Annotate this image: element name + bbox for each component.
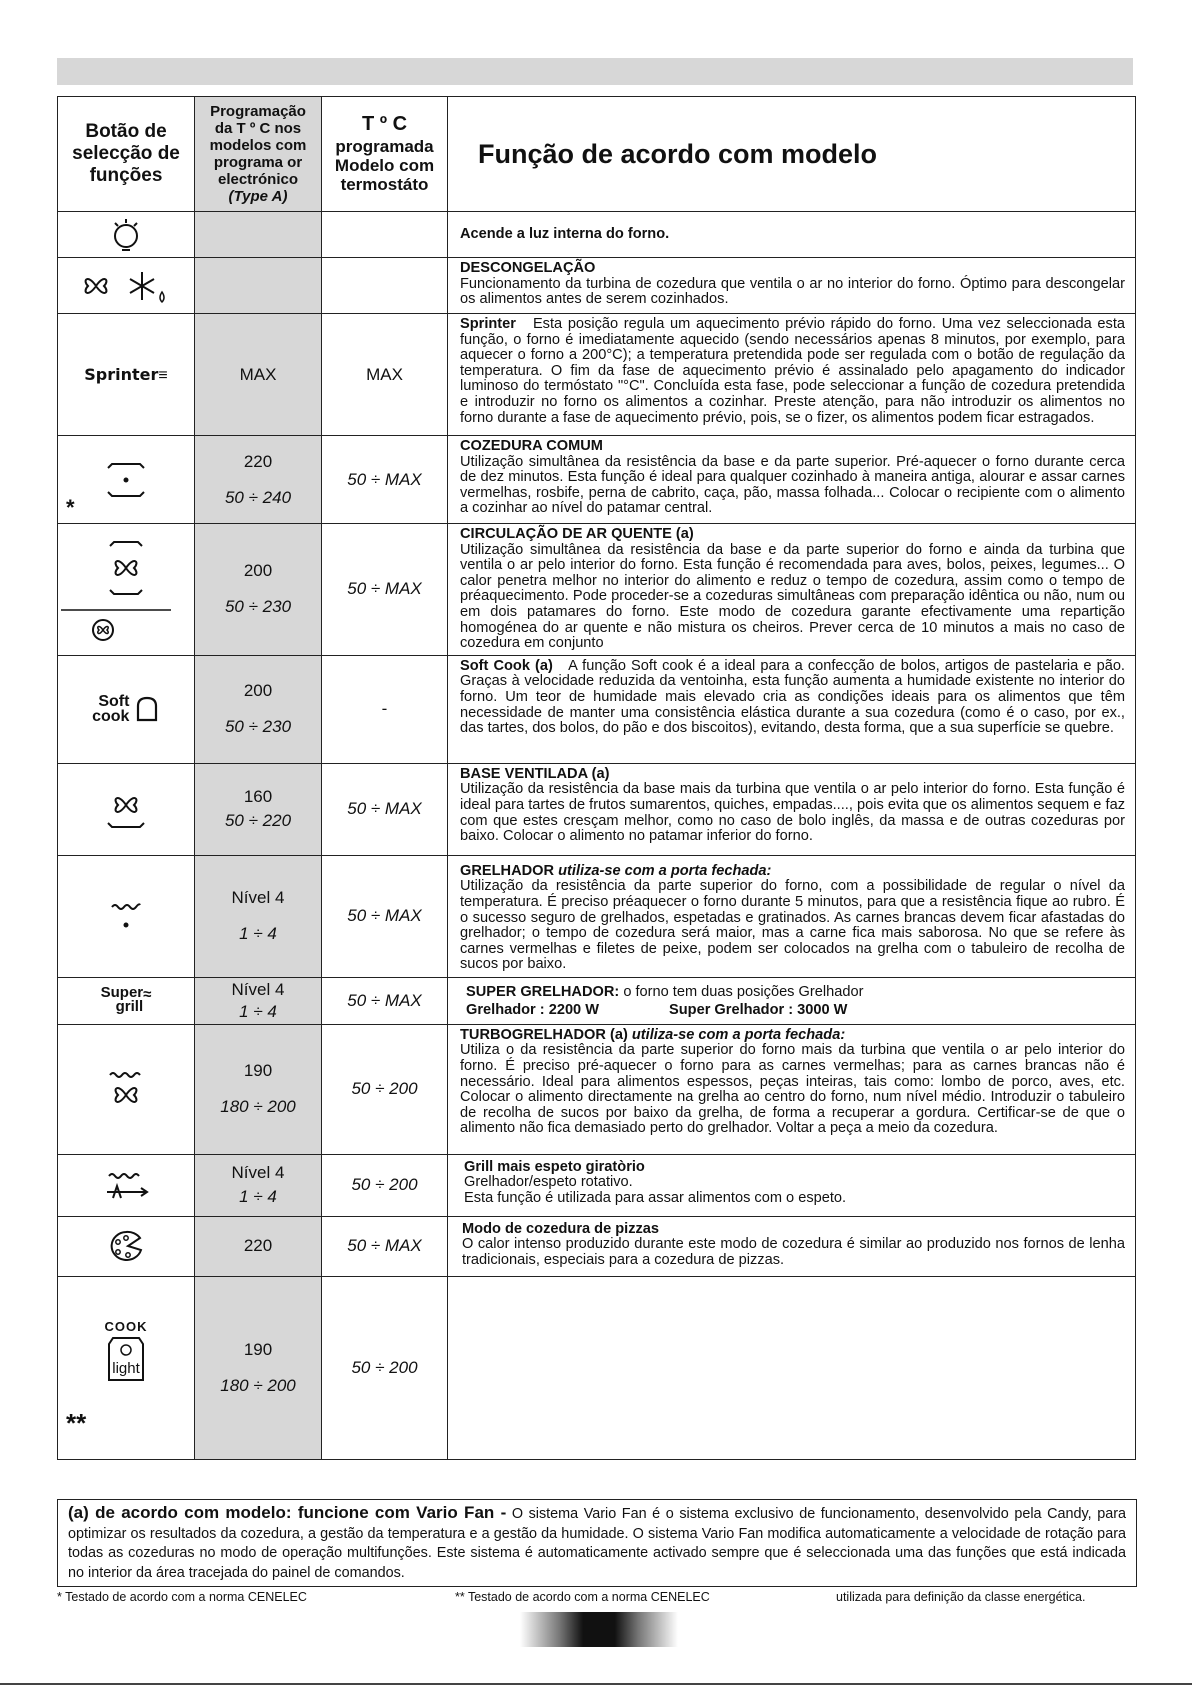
header-thermostat: T º C programada Modelo com termostáto (322, 97, 448, 212)
row-description: Funcionamento da turbina de cozedura que ventila o ar no interior do forno. Óptimo para descongelar os alimentos antes de serem cozinhados. (460, 275, 1125, 308)
row-description: Utilização simultânea da resistência da base e da parte superior do forno e ainda da turbina que ventila o ar pelo interior do forno. Esta função é recomendada para aves, bolos, peixes, legumes... O calor penetra melhor no interior do alimento e reduz o tempo de cozedura, assim como o tempo de préaquecimento. Pode proceder-se a cozeduras simultâneas com preparação idêntica ou não, num ou em dois patamares do forno. Este modo de cozedura garante efectivamente uma repartição homogénea do ar quente e não mistura os cheiros. Prever cerca de 10 minutos a mais no caso de cozedura em conjunto (460, 541, 1125, 652)
thermostat-range: 50 ÷ MAX (347, 906, 422, 926)
thermostat-range: 50 ÷ 200 (351, 1079, 418, 1099)
programmed-temperature: 200 (243, 561, 273, 581)
footnote-2: ** Testado de acordo com a norma CENELEC (455, 1590, 710, 1604)
cook-light-icon: COOK light ** (58, 1276, 195, 1459)
table-row (58, 655, 1136, 763)
super-grill-icon: Super grill ≈ (58, 977, 195, 1024)
thermostat-range: 50 ÷ 200 (351, 1357, 418, 1377)
programmed-range: 1 ÷ 4 (239, 1001, 277, 1021)
table-row (58, 314, 1136, 436)
row-description: Acende a luz interna do forno. (460, 225, 670, 242)
thermostat-range: 50 ÷ 200 (351, 1175, 418, 1195)
programmed-range: 1 ÷ 4 (239, 924, 277, 944)
programmed-temperature: 200 (243, 681, 273, 701)
programmed-temperature: MAX (195, 314, 322, 436)
table-header-row (58, 97, 1136, 212)
programmed-level: Nível 4 (231, 888, 285, 908)
thermostat-range: 50 ÷ MAX (347, 799, 422, 819)
row-description: o forno tem duas posições Grelhador (623, 983, 864, 1000)
programmed-temperature: 190 (243, 1339, 273, 1359)
table-row: Super grill ≈ Nível 4 1 ÷ 4 50 ÷ MAX SUPER GRELHADOR: o forno tem duas posições Grelhador Grelhador : 2200 W Super Grelhador : 3000 W (58, 977, 1136, 1024)
table-row (58, 1276, 1136, 1459)
table-row: Nível 4 1 ÷ 4 50 ÷ MAX GRELHADOR utiliza-se com a porta fechada: Utilização da resistência da parte superior do forno, com a possibilidade de regular o nível da temperatura. É preciso préaquecer o forno durante 5 minutos, para que a resistência fique ao rubro. É o sucesso seguro de grelhados, espetadas e gratinados. As carnes brancas devem ficar afastadas do grelhador; o tempo de cozedura será maior, mas a carne fica mais saborosa. No que se refere às carnes vermelhas e filetes de peixe, podem ser colocados na grelha com o tabuleiro de recolha de sucos por baixo. (58, 855, 1136, 977)
programmed-range: 180 ÷ 200 (220, 1097, 296, 1117)
footnote-marker: ** (66, 1407, 87, 1438)
note-title: (a) de acordo com modelo: funcione com Vario Fan - (68, 1503, 507, 1522)
footnote-3: utilizada para definição da classe energética. (836, 1590, 1086, 1604)
header-function-button: Botão de selecção de funções (58, 97, 195, 212)
table-row: 190 180 ÷ 200 50 ÷ 200 TURBOGRELHADOR (a) utiliza-se com a porta fechada: Utiliza o da resistência da parte superior do forno mais da turbina que ventila o ar pelo interior do forno. É preciso pré-aquecer o forno para as carnes vermelhas; para as carnes brancas não é necessário. Ideal para alimentos espessos, peças inteiras, tais como: lombo de porco, aves, etc. Colocar o alimento directamente na grelha ao centro do forno, num nível médio. Introduzir o tabuleiro de recolha de sucos por baixo da grelha, de forma a recuperar a gordura. Certificar-se de que o alimento não fica demasiado perto do grelhador. Voltar a peça a meio da cozedura. (58, 1024, 1136, 1154)
programmed-range: 180 ÷ 200 (220, 1375, 296, 1395)
soft-cook-icon: Soft cook (58, 655, 195, 763)
programmed-level: Nível 4 (231, 979, 285, 999)
footnote-marker: * (66, 495, 75, 520)
footnote-1: * Testado de acordo com a norma CENELEC (57, 1590, 307, 1604)
programmed-range: 50 ÷ 240 (224, 487, 292, 507)
row-description: Utiliza o da resistência da parte superior do forno mais da turbina que ventila o ar pelo interior do forno. É preciso pré-aquecer o forno para as carnes vermelhas; para as carnes brancas não é necessário. Ideal para alimentos espessos, peças inteiras, tais como: lombo de porco, aves, etc. Colocar o alimento directamente na grelha ao centro do forno, num nível médio. Introduzir o tabuleiro de recolha de sucos por baixo da grelha, de forma a recuperar a gordura. Certificar-se de que o alimento não fica demasiado perto do grelhador. Voltar a peça a meio da cozedura. (460, 1042, 1125, 1137)
thermostat-range: 50 ÷ MAX (347, 990, 422, 1010)
row-title: Grill mais espeto giratòrio (464, 1158, 645, 1175)
thermostat-range: MAX (322, 314, 448, 436)
thermostat-range: 50 ÷ MAX (347, 579, 422, 599)
functions-table (57, 96, 1136, 1460)
table-row (58, 763, 1136, 855)
row-description: Utilização da resistência da parte superior do forno, com a possibilidade de regular o nível da temperatura. É preciso préaquecer o forno durante 5 minutos, para que a resistência fique ao rubro. É o sucesso seguro de grelhados, espetadas e gratinados. As carnes brancas devem ficar afastadas do grelhador; o tempo de cozedura será maior, mas a carne fica mais saborosa. No que se refere às carnes vermelhas e filetes de peixe, podem ser colocados na grelha com o tabuleiro de recolha de sucos por baixo. (460, 878, 1125, 973)
thermostat-range: 50 ÷ MAX (347, 1236, 422, 1256)
table-row (58, 212, 1136, 258)
row-title: Soft Cook (a) (460, 657, 553, 674)
table-row: Nível 4 1 ÷ 4 50 ÷ 200 Grill mais espeto giratòrio Grelhador/espeto rotativo. Esta função é utilizada para assar alimentos com o espeto. (58, 1154, 1136, 1216)
row-title: CIRCULAÇÃO DE AR QUENTE (a) (460, 526, 694, 542)
row-description: Utilização da resistência da base mais da turbina que ventila o ar pelo interior do forno. Esta função é ideal para tartes de frutos sumarentos, quiches, empadas...., pois evita que os alimentos sequem e faz com que estes cresçam melhor, como no caso de bolo inglês, da massa e de outras cozeduras por baixo. Colocar o alimento no patamar inferior do forno. (460, 781, 1125, 845)
programmed-range: 50 ÷ 220 (224, 811, 292, 831)
rotisserie-icon (58, 1154, 195, 1216)
row-title: TURBOGRELHADOR (a) (460, 1026, 628, 1043)
row-title: Sprinter (460, 316, 516, 332)
defrost-icon (58, 258, 195, 314)
programmed-temperature: 220 (243, 451, 273, 471)
row-description: O calor intenso produzido durante este modo de cozedura é similar ao produzido nos fornos de lenha tradicionais, especiais para a cozedura de pizzas. (462, 1236, 1125, 1268)
thermostat-range: 50 ÷ MAX (347, 469, 422, 489)
table-row (58, 436, 1136, 524)
ventilated-base-icon (58, 763, 195, 855)
conventional-heat-icon (58, 436, 195, 524)
row-description: Esta posição regula um aquecimento prévio rápido do forno. Uma vez seleccionada esta função, o forno é imediatamente aquecido (sendo necessários apenas 8 minutos, por exemplo, para aquecer o forno a 200°C); a temperatura pretendida pode ser regulada com o botão de regulação da temperatura. O fim da fase de aquecimento prévio é assinalado pelo apagamento do indicador luminoso do termóstato "°C". Concluída esta fase, pode seleccionar a função de cozedura pretendida e introduzir no forno os alimentos a cozinhar. Preste atenção, para não introduzir os alimentos no forno durante a fase de aquecimento prévio, pois, se o fizer, os alimentos podem ficar estragados. (460, 316, 1125, 426)
table-row (58, 1216, 1136, 1276)
header-programming: Programação da T º C nos modelos com programa or electrónico (Type A) (195, 97, 322, 212)
programmed-range: 50 ÷ 230 (224, 597, 292, 617)
header-function-description: Função de acordo com modelo (448, 97, 1136, 212)
table-row (58, 258, 1136, 314)
row-title: BASE VENTILADA (a) (460, 765, 610, 782)
programmed-range: 1 ÷ 4 (239, 1187, 277, 1207)
programmed-temperature: 190 (243, 1061, 273, 1081)
pizza-icon (58, 1216, 195, 1276)
note-text: O sistema Vario Fan é o sistema exclusivo de funcionamento, desenvolvido pela Candy, para optimizar os resultados da cozedura, a gestão da temperatura e a gestão da humidade. O sistema Vario Fan modifica automaticamente a velocidade de rotação para todas as cozeduras no modo de operação multifunções. Este sistema é automaticamente activado sempre que é seleccionada uma das funções que está indicada no interior da área tracejada do painel de comandos. (68, 1506, 1126, 1581)
row-title: GRELHADOR (460, 862, 555, 879)
vario-fan-note (57, 1499, 1137, 1587)
programmed-range: 50 ÷ 230 (224, 717, 292, 737)
table-row (58, 524, 1136, 656)
fan-assisted-icon (58, 524, 195, 656)
programmed-level: Nível 4 (231, 1163, 285, 1183)
sprinter-icon: Sprinter≡ (58, 314, 195, 436)
row-title: COZEDURA COMUM (460, 438, 603, 454)
row-description: A função Soft cook é a ideal para a confecção de bolos, artigos de pastelaria e pão. Graças à velocidade reduzida da ventoinha, esta função aumenta a humidade existente no interior do forno. Um teor de humidade mais elevado cria as condições ideais para os alimentos que têm necessidade de manter uma consistência elástica durante a sua cozedura (como é o caso, por ex., das tartes, dos bolos, do pão e dos biscoitos), evitando, desta forma, que a sua superfície se quebre. (460, 657, 1125, 737)
programmed-temperature: 160 (243, 787, 273, 807)
row-title: DESCONGELAÇÃO (460, 260, 596, 276)
row-title: SUPER GRELHADOR: (466, 983, 620, 1000)
page-indicator-bar (520, 1612, 678, 1647)
grill-icon (58, 855, 195, 977)
programmed-temperature: 220 (195, 1216, 322, 1276)
thermostat-range: - (322, 655, 448, 763)
row-title: Modo de cozedura de pizzas (462, 1220, 660, 1237)
turbo-grill-icon (58, 1024, 195, 1154)
oven-light-icon (58, 212, 195, 258)
row-description: Utilização simultânea da resistência da base e da parte superior. Pré-aquecer o forno durante cerca de dez minutos. Esta função é ideal para qualquer cozinhado à maneira antiga, alourar e assar carnes vermelhas, rosbife, perna de cabrito, caça, pão, massa folhada... Colocar o recipiente com o alimento a cozinhar ao nível do patamar central. (460, 453, 1125, 517)
section-header-bar (57, 58, 1133, 85)
